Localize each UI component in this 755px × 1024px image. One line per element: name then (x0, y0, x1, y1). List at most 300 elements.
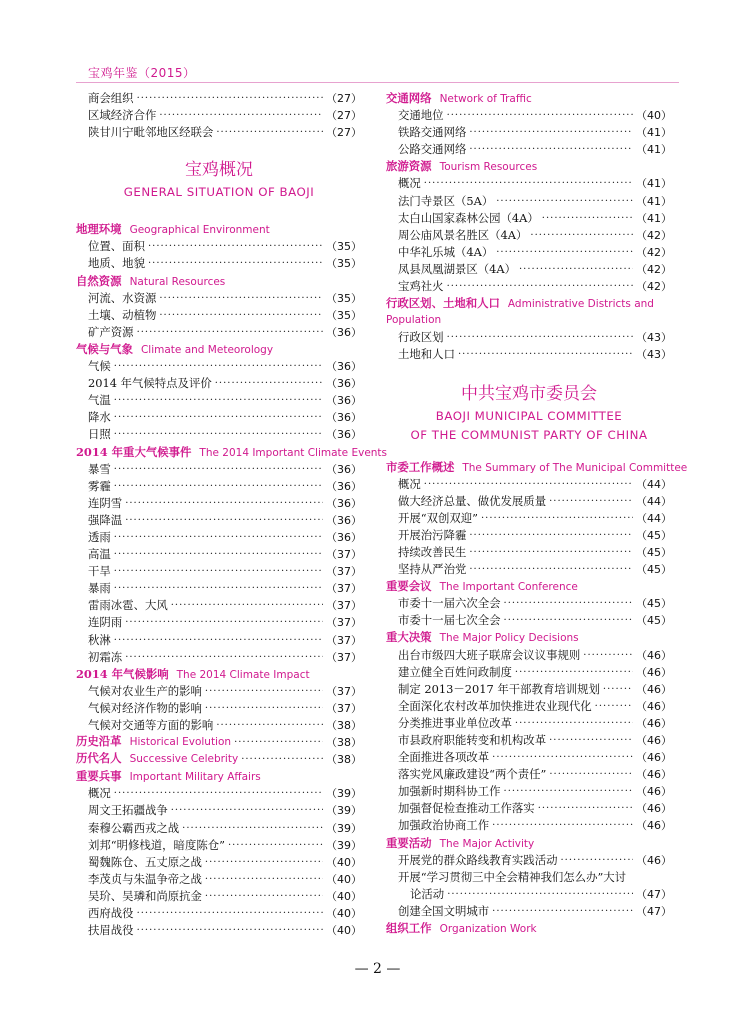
toc-entry-title: 持续改善民生 (398, 544, 467, 559)
toc-entry-title: 商会组织 (88, 91, 134, 105)
toc-entry-title: 市委十一届六次全会 (398, 596, 501, 611)
toc-entry-title: 连阴雨 (88, 615, 123, 630)
toc-entry-page: （44） (636, 494, 672, 508)
toc-entry (76, 512, 362, 529)
toc-entry (386, 141, 672, 158)
toc-section-entry (76, 751, 362, 768)
section-heading (76, 341, 362, 358)
toc-entry (386, 664, 672, 681)
toc-entry-title: 开展“双创双迎” (398, 510, 478, 525)
dot-leader (114, 546, 323, 563)
toc-entry-page: （45） (636, 597, 672, 611)
toc-entry (386, 527, 672, 544)
toc-entry (386, 715, 672, 732)
toc-entry-page: （37） (326, 701, 362, 715)
toc-entry-title: 做大经济总量、做优发展质量 (398, 493, 547, 508)
toc-entry (386, 278, 672, 295)
toc-entry (76, 307, 362, 324)
spacer (386, 364, 672, 381)
toc-entry (386, 800, 672, 817)
toc-entry-page: （41） (636, 177, 672, 191)
dot-leader (492, 903, 633, 920)
dot-leader (595, 698, 633, 715)
toc-entry-title: 矿产资源 (88, 324, 134, 339)
part-title-cn: 宝鸡概况 (185, 160, 253, 181)
section-heading-en: The Important Conference (439, 581, 578, 594)
toc-entry-title: 周文王拓疆战争 (88, 803, 168, 818)
toc-entry-page: （46） (636, 734, 672, 747)
toc-entry-page: （39） (326, 838, 362, 852)
dot-leader (159, 107, 323, 124)
toc-entry-page: （35） (326, 257, 362, 271)
toc-entry-page: （37） (326, 684, 362, 698)
dot-leader (137, 90, 323, 107)
spacer (386, 445, 672, 459)
dot-leader (492, 749, 633, 766)
dot-leader (424, 175, 633, 192)
section-heading-en: The Major Policy Decisions (439, 632, 579, 645)
section-heading-en: The 2014 Climate Impact (176, 668, 310, 681)
toc-entry-title: 蜀魏陈仓、五丈原之战 (88, 854, 202, 869)
toc-entry-title: 全面推进各项改革 (398, 750, 490, 765)
toc-entry (386, 766, 672, 783)
toc-entry (386, 903, 672, 920)
toc-entry-title: 西府战役 (88, 906, 134, 921)
toc-entry (76, 888, 362, 905)
toc-entry-page: （46） (636, 665, 672, 679)
toc-entry (76, 290, 362, 307)
toc-entry-page: （41） (636, 211, 672, 225)
dot-leader (148, 238, 323, 255)
toc-entry-title: 出台市级四大班子联席会议议事规则 (398, 647, 581, 662)
section-heading-en: Organization Work (439, 923, 537, 936)
toc-entry-title: 强降温 (88, 512, 123, 527)
section-heading-en: Climate and Meteorology (140, 343, 274, 356)
toc-entry-title: 宝鸡社火 (398, 279, 444, 294)
dot-leader (159, 307, 323, 324)
toc-entry-page: （37） (326, 599, 362, 613)
section-heading (386, 158, 672, 175)
toc-entry-page: （45） (636, 528, 672, 542)
toc-entry-page: （40） (636, 109, 672, 123)
toc-entry-page: （47） (636, 887, 672, 901)
dot-leader (603, 681, 633, 698)
toc-entry-page: （36） (326, 411, 362, 425)
toc-entry-title: 论活动 (410, 886, 445, 901)
dot-leader (137, 905, 323, 922)
toc-entry-title: 周公庙风景名胜区（4A） (398, 227, 528, 242)
section-heading (76, 733, 231, 751)
toc-entry-title: 中华礼乐城（4A） (398, 244, 494, 259)
section-heading (76, 750, 238, 768)
dot-leader (114, 632, 323, 649)
toc-entry (76, 124, 362, 141)
toc-entry-title: 坚持从严治党 (398, 562, 467, 577)
dot-leader (515, 664, 633, 681)
dot-leader (424, 476, 633, 493)
section-heading-en: Administrative Districts and (507, 298, 654, 311)
toc-entry (386, 261, 672, 278)
toc-entry (76, 563, 362, 580)
running-head: 宝鸡年鉴（2015） (88, 66, 196, 80)
section-heading-cn: 重要兵事 (76, 769, 122, 784)
toc-entry (386, 749, 672, 766)
toc-entry-page: （37） (326, 633, 362, 647)
toc-entry-title: 概况 (398, 476, 421, 491)
toc-entry (76, 905, 362, 922)
toc-entry-page: （36） (326, 325, 362, 339)
toc-entry-page: （40） (326, 855, 362, 869)
section-heading-cn: 历代名人 (76, 751, 122, 766)
toc-entry-page: （36） (326, 428, 362, 442)
page-number: — 2 — (354, 961, 401, 977)
dot-leader (549, 493, 633, 510)
toc-entry (386, 244, 672, 261)
toc-entry-title: 河流、水资源 (88, 290, 157, 305)
dot-leader (469, 124, 633, 141)
toc-entry-title: 行政区划 (398, 330, 444, 345)
toc-entry-page: （37） (326, 650, 362, 664)
toc-entry-page: （27） (326, 109, 362, 123)
toc-entry-page: （45） (636, 545, 672, 559)
toc-entry-title: 气候对交通等方面的影响 (88, 718, 214, 732)
toc-entry (76, 837, 362, 854)
section-heading (386, 295, 672, 312)
dot-leader (125, 614, 323, 631)
part-title-en: BAOJI MUNICIPAL COMMITTEE (435, 408, 623, 423)
dot-leader (492, 817, 633, 834)
dot-leader (148, 255, 323, 272)
toc-entry-page: （37） (326, 616, 362, 630)
toc-entry (76, 426, 362, 443)
toc-entry-page: （46） (636, 853, 672, 867)
part-title-cn: 中共宝鸡市委员会 (461, 383, 597, 404)
toc-entry-title: 刘邦“明修栈道，暗度陈仓” (88, 837, 225, 852)
toc-entry-title: 高温 (88, 547, 111, 562)
dot-leader (137, 922, 323, 939)
toc-entry-title: 铁路交通网络 (398, 125, 467, 140)
toc-entry (386, 647, 672, 664)
toc-entry (76, 90, 362, 107)
dot-leader (171, 597, 323, 614)
toc-entry (76, 683, 362, 700)
dot-leader (114, 461, 323, 478)
toc-entry (76, 409, 362, 426)
toc-entry-title: 土地和人口 (398, 347, 455, 362)
dot-leader (496, 193, 633, 210)
toc-entry-page: （36） (326, 377, 362, 391)
toc-entry (76, 854, 362, 871)
toc-entry (76, 717, 362, 734)
section-heading-en: Geographical Environment (129, 224, 270, 237)
dot-leader (114, 409, 323, 426)
section-heading-en: Network of Traffic (439, 93, 532, 105)
toc-entry-page: （36） (326, 496, 362, 510)
section-heading-cn: 气候与气象 (76, 341, 133, 356)
dot-leader (583, 647, 633, 664)
toc-entry (76, 922, 362, 939)
section-heading (386, 90, 672, 107)
toc-entry-title: 加强新时期科协工作 (398, 784, 501, 799)
toc-entry (386, 476, 672, 493)
section-heading-en: Important Military Affairs (129, 771, 261, 784)
toc-entry (386, 493, 672, 510)
toc-entry-title: 暴雨 (88, 581, 111, 596)
spacer (76, 141, 362, 157)
toc-entry-title: 创建全国文明城市 (398, 903, 490, 918)
section-heading-cn: 交通网络 (386, 91, 432, 105)
toc-entry-page: （46） (636, 699, 672, 713)
toc-entry (76, 255, 362, 272)
toc-entry-page: （45） (636, 614, 672, 628)
part-title (386, 381, 672, 445)
toc-entry (76, 461, 362, 478)
toc-entry-page: （40） (326, 889, 362, 903)
section-heading-cn: 重大决策 (386, 630, 432, 645)
toc-entry-title: 法门寺景区（5A） (398, 193, 494, 208)
toc-entry (76, 785, 362, 802)
dot-leader (114, 478, 323, 495)
toc-entry-page: （35） (326, 291, 362, 305)
dot-leader (216, 717, 323, 734)
toc-entry (386, 698, 672, 715)
section-heading-cn: 地理环境 (76, 222, 122, 237)
toc-entry-page: （46） (636, 682, 672, 696)
toc-entry-title: 连阴雪 (88, 495, 123, 510)
dot-leader (114, 426, 323, 443)
toc-entry-page: （35） (326, 240, 362, 254)
section-heading-cn: 市委工作概述 (386, 459, 455, 474)
toc-entry (386, 193, 672, 210)
dot-leader (205, 871, 323, 888)
dot-leader (469, 527, 633, 544)
section-heading-en: Successive Celebrity (129, 753, 239, 766)
toc-entry-page: （46） (636, 648, 672, 662)
part-title-en: OF THE COMMUNIST PARTY OF CHINA (410, 427, 648, 442)
section-heading-cn: 历史沿革 (76, 734, 122, 749)
toc-entry-title: 凤县凤凰湖景区（4A） (398, 261, 516, 276)
toc-entry-page: （46） (636, 785, 672, 799)
toc-entry-title: 市县政府职能转变和机构改革 (398, 733, 547, 747)
dot-leader (114, 529, 323, 546)
section-heading-cn: 旅游资源 (386, 159, 432, 174)
dot-leader (469, 141, 633, 158)
dot-leader (538, 800, 633, 817)
toc-entry-title: 加强政治协商工作 (398, 818, 490, 833)
dot-leader (447, 107, 633, 124)
section-heading (76, 221, 362, 238)
section-heading-cn: 重要活动 (386, 835, 432, 850)
toc-entry-title: 干旱 (88, 564, 111, 579)
dot-leader (469, 544, 633, 561)
toc-entry-page: （39） (326, 787, 362, 801)
dot-leader (125, 649, 323, 666)
dot-leader (549, 732, 633, 749)
part-title (76, 157, 362, 202)
toc-entry (386, 227, 672, 244)
toc-entry (76, 580, 362, 597)
toc-entry-page: （40） (326, 907, 362, 921)
toc-entry (386, 732, 672, 749)
dot-leader (447, 886, 633, 903)
toc-entry (76, 107, 362, 124)
section-heading (386, 578, 672, 595)
toc-entry (386, 852, 672, 869)
section-heading (386, 920, 672, 937)
toc-entry (76, 546, 362, 563)
dot-leader (114, 785, 323, 802)
toc-entry-title: 开展“学习贯彻三中全会精神我们怎么办”大讨 (398, 869, 627, 884)
toc-entry (386, 886, 672, 903)
toc-entry-page: （42） (636, 228, 672, 242)
section-heading (76, 768, 362, 785)
toc-entry-title: 降水 (88, 410, 111, 425)
toc-entry-title: 全面深化农村改革加快推进农业现代化 (398, 698, 592, 713)
dot-leader (182, 820, 323, 837)
toc-entry-page: （38） (326, 753, 362, 767)
section-heading (386, 459, 688, 476)
dot-leader (171, 802, 323, 819)
toc-entry (76, 820, 362, 837)
dot-leader (504, 783, 633, 800)
toc-entry (76, 324, 362, 341)
toc-entry (386, 107, 672, 124)
toc-entry (76, 597, 362, 614)
section-heading-cn: 重要会议 (386, 579, 432, 594)
dot-leader (549, 766, 633, 783)
toc-entry-page: （46） (636, 819, 672, 833)
toc-entry (386, 783, 672, 800)
dot-leader (241, 751, 323, 768)
toc-entry-title: 2014 年气候特点及评价 (88, 376, 212, 391)
toc-entry-title: 李茂贞与朱温争帝之战 (88, 871, 202, 886)
toc-entry-title: 日照 (88, 427, 111, 442)
toc-entry-page: （44） (636, 477, 672, 491)
toc-entry-title: 落实党风廉政建设“两个责任” (398, 767, 547, 782)
toc-entry (386, 561, 672, 578)
toc-entry (386, 510, 672, 527)
toc-entry (386, 210, 672, 227)
section-heading-en: Tourism Resources (439, 161, 538, 174)
toc-entry-page: （38） (326, 719, 362, 732)
dot-leader (515, 715, 633, 732)
toc-entry-page: （41） (636, 194, 672, 208)
toc-entry-page: （40） (326, 924, 362, 938)
toc-entry-title: 土壤、动植物 (88, 307, 157, 322)
section-heading (76, 273, 362, 290)
toc-entry (386, 346, 672, 363)
toc-entry-page: （42） (636, 245, 672, 259)
toc-entry-page: （47） (636, 904, 672, 918)
section-heading (76, 666, 362, 683)
dot-leader (481, 510, 633, 527)
toc-entry-title: 秦穆公霸西戎之战 (88, 820, 180, 835)
toc-entry (76, 392, 362, 409)
toc-entry-title: 气候对农业生产的影响 (88, 683, 202, 698)
section-heading-en: The 2014 Important Climate Events (199, 446, 388, 459)
toc-entry (386, 544, 672, 561)
toc-entry-title: 建立健全百姓问政制度 (398, 664, 512, 679)
section-heading (386, 629, 672, 646)
dot-leader (447, 278, 633, 295)
toc-entry-title: 扶眉战役 (88, 923, 134, 938)
toc-entry-page: （45） (636, 563, 672, 577)
toc-entry-title: 地质、地貌 (88, 256, 145, 271)
toc-entry-page: （46） (636, 768, 672, 782)
toc-left-column (76, 90, 388, 939)
toc-entry-title: 分类推进事业单位改革 (398, 715, 512, 730)
toc-entry-title: 气候 (88, 359, 111, 374)
toc-entry-page: （41） (636, 126, 672, 140)
toc-entry (76, 529, 362, 546)
toc-entry (386, 175, 672, 192)
toc-entry-page: （37） (326, 582, 362, 596)
dot-leader (234, 734, 323, 751)
toc-entry-title: 雷雨冰雹、大风 (88, 598, 168, 613)
spacer (76, 202, 362, 221)
toc-entry-title: 气温 (88, 393, 111, 408)
section-heading-en: The Major Activity (439, 837, 535, 850)
dot-leader (205, 683, 323, 700)
section-heading-cn: 行政区划、土地和人口 (386, 296, 500, 311)
toc-entry-page: （46） (636, 716, 672, 730)
dot-leader (560, 852, 633, 869)
dot-leader (205, 854, 323, 871)
dot-leader (216, 124, 323, 141)
toc-entry-title: 开展党的群众路线教育实践活动 (398, 852, 558, 867)
toc-entry-title: 陕甘川宁毗邻地区经联会 (88, 125, 214, 140)
dot-leader (530, 227, 633, 244)
toc-entry-title: 交通地位 (398, 108, 444, 123)
toc-entry-page: （38） (326, 736, 362, 750)
toc-entry-title: 开展治污降霾 (398, 527, 467, 542)
toc-entry (386, 612, 672, 629)
toc-entry-title: 暴雪 (88, 461, 111, 476)
toc-entry-page: （43） (636, 331, 672, 345)
dot-leader (159, 290, 323, 307)
toc-entry-page: （36） (326, 479, 362, 493)
dot-leader (215, 375, 323, 392)
toc-entry-title: 加强督促检查推动工作落实 (398, 801, 535, 816)
dot-leader (114, 563, 323, 580)
toc-entry-page: （37） (326, 548, 362, 562)
dot-leader (496, 244, 633, 261)
section-heading (386, 835, 672, 852)
toc-entry (76, 632, 362, 649)
dot-leader (519, 261, 633, 278)
section-heading-cn: 自然资源 (76, 273, 122, 288)
toc-entry-page: （44） (636, 511, 672, 525)
dot-leader (114, 358, 323, 375)
toc-entry-title: 区域经济合作 (88, 108, 157, 123)
toc-entry-title: 吴玠、吴璘和尚原抗金 (88, 888, 202, 903)
toc-entry (76, 871, 362, 888)
dot-leader (542, 210, 633, 227)
toc-entry-title: 初霜冻 (88, 649, 123, 664)
toc-entry-title: 制定 2013－2017 年干部教育培训规划 (398, 681, 600, 696)
toc-entry (386, 595, 672, 612)
toc-entry-page: （36） (326, 394, 362, 408)
dot-leader (447, 329, 633, 346)
toc-entry-title: 概况 (88, 786, 111, 801)
dot-leader (125, 495, 323, 512)
section-heading-cn: 2014 年重大气候事件 (76, 444, 192, 459)
toc-entry (76, 375, 362, 392)
toc-entry (76, 802, 362, 819)
toc-entry-page: （46） (636, 802, 672, 816)
part-title-en: GENERAL SITUATION OF BAOJI (123, 185, 315, 200)
section-heading-en: The Summary of The Municipal Committee (462, 461, 688, 474)
